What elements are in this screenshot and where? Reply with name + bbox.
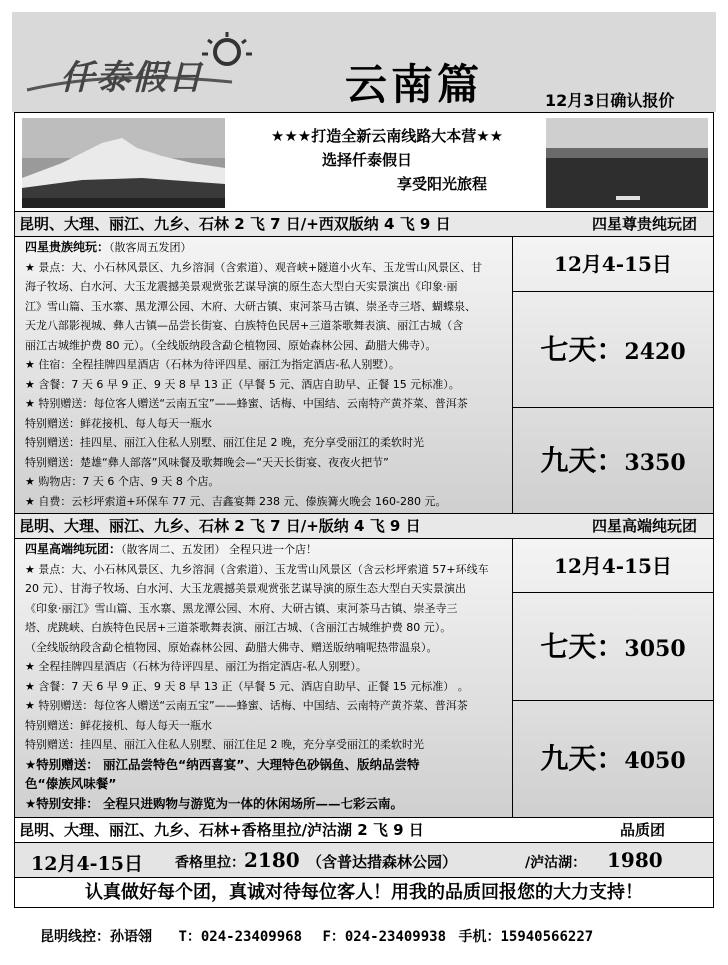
- itinerary-line: ★ 购物店：7 天 6 个店、9 天 8 个店。: [25, 475, 220, 488]
- price-7-day: [513, 292, 713, 408]
- price-9-day: [513, 701, 713, 817]
- special-gift: ★特别赠送： 丽江品尝特色“纳西喜宴”、大理特色砂锅鱼、版纳品尝特: [25, 756, 420, 772]
- tour-grade: 品质团: [619, 821, 665, 839]
- lake-photo: [546, 118, 708, 208]
- itinerary-line: 特别赠送：鲜花接机、每人每天一瓶水: [25, 718, 212, 732]
- contact-tel: T：024-23409968: [178, 929, 303, 945]
- price-value: 2180: [244, 848, 300, 872]
- contact-mobile: 手机：15940566227: [458, 929, 594, 945]
- price-value: 1980: [607, 848, 663, 872]
- section-subtitle: 四星贵族纯玩：: [25, 240, 110, 254]
- itinerary-line: ★ 含餐：7 天 6 早 9 正、9 天 8 早 13 正（早餐 5 元、酒店自助早、正餐 15 元标准） 。: [25, 679, 469, 693]
- departure-date: 12月4-15日: [513, 539, 713, 593]
- itinerary-line: 天龙八部影视城、彝人古镇—品尝长街宴、白族特色民居+三道茶歌舞表演、丽江古城（含: [25, 319, 464, 332]
- route-title: 昆明、大理、丽江、九乡、石林+香格里拉/泸沽湖 2 飞 9 日: [19, 821, 424, 839]
- itinerary-line: ★ 住宿：全程挂牌四星酒店（石林为待评四星、丽江为指定酒店-私人别墅）。: [25, 358, 400, 371]
- price-label: /泸沽湖：: [525, 855, 587, 871]
- price-label: 七天：: [540, 630, 625, 663]
- contact-fax: F：024-23409938: [322, 929, 447, 945]
- itinerary-line: ★ 特别赠送：每位客人赠送“云南五宝”——蜂蜜、话梅、中国结、云南特产黄芥菜、普洱茶: [25, 699, 468, 712]
- tour-grade: 四星高端纯玩团: [591, 517, 697, 535]
- itinerary-line: 江》雪山篇、玉水寨、黑龙潭公园、木府、大研古镇、束河茶马古镇、崇圣寺三塔、蝴蝶泉、: [25, 299, 476, 313]
- section-note: （散客周五发团）: [109, 241, 192, 254]
- departure-date: 12月4-15日: [31, 853, 143, 875]
- itinerary-line: 《印象·丽江》雪山篇、玉水寨、黑龙潭公园、木府、大研古镇、束河茶马古镇、崇圣寺三: [25, 601, 458, 615]
- itinerary-line: ★ 自费：云杉坪索道+环保车 77 元、吉鑫宴舞 238 元、傣族篝火晚会 160-280 元。: [25, 494, 447, 508]
- price-value: 3050: [624, 636, 686, 662]
- brand-logo-text: 仟泰假日: [60, 58, 204, 98]
- route-bar: [15, 817, 713, 843]
- itinerary-line: 海子牧场、白水河、大玉龙震撼美景观赏张艺谋导演的原生态大型白天实景演出《印象·丽: [25, 280, 458, 293]
- slogan-line: 享受阳光旅程: [396, 175, 487, 193]
- special-gift: 色“傣族风味餐”: [25, 776, 117, 791]
- itinerary-line: ★ 全程挂牌四星酒店（石林为待评四星、丽江为指定酒店-私人别墅）。: [25, 660, 367, 673]
- tour-grade: 四星尊贵纯玩团: [591, 215, 697, 233]
- banner-slogan: [228, 124, 546, 196]
- slogan-line: 选择仟泰假日: [321, 151, 412, 169]
- price-label: 七天：: [540, 333, 625, 366]
- itinerary-line: ★ 含餐：7 天 6 早 9 正、9 天 8 早 13 正（早餐 5 元、酒店自助早、正餐 15 元标准）。: [25, 377, 460, 391]
- itinerary-line: ★ 景点：大、小石林风景区、九乡溶洞（含索道）、观音峡+隧道小火车、玉龙雪山风景区、甘: [25, 260, 483, 274]
- page-title: 云南篇: [345, 60, 484, 109]
- route-title: 昆明、大理、丽江、九乡、石林 2 飞 7 日/+版纳 4 飞 9 日: [19, 517, 421, 535]
- itinerary-line: 丽江古城维护费 80 元）。（全线版纳段含勐仑植物园、原始森林公园、勐腊大佛寺）。: [25, 338, 437, 352]
- special-arrangement: ★特别安排： 全程只进购物与游览为一体的休闲场所——七彩云南。: [25, 795, 404, 811]
- company-motto: 认真做好每个团，真诚对待每位客人！用我的品质回报您的大力支持！: [15, 877, 713, 907]
- price-column: [512, 539, 713, 817]
- itinerary-line: ★ 景点：大、小石林风景区、九乡溶洞（含索道）、玉龙雪山风景区（含云杉坪索道 57+环线车: [25, 562, 489, 576]
- price-7-day: [513, 593, 713, 701]
- route-bar: [15, 211, 713, 237]
- route-bar: [15, 513, 713, 539]
- price-9-day: [513, 408, 713, 513]
- price-value: 4050: [624, 748, 686, 774]
- itinerary-lines: [25, 258, 512, 512]
- contact-person: 昆明线控：孙语翎: [40, 929, 152, 945]
- slogan-line: ★★★打造全新云南线路大本营★★: [270, 127, 504, 145]
- price-note: （含普达措森林公园）: [307, 853, 458, 871]
- itinerary-line: 塔、虎跳峡、白族特色民居+三道茶歌舞表演、丽江古城、（含丽江古城维护费 80 元）。: [25, 621, 452, 634]
- itinerary-lines: [25, 560, 512, 755]
- itinerary-line: 特别赠送：挂四星、丽江入住私人别墅、丽江住足 2 晚，充分享受丽江的柔软时光: [25, 436, 424, 449]
- itinerary-line: 20 元）、甘海子牧场、白水河、大玉龙震撼美景观赏张艺谋导演的原生态大型白天实景演出: [25, 582, 466, 595]
- price-column: [512, 237, 713, 513]
- contact-info: [40, 926, 593, 946]
- itinerary-line: 特别赠送：楚雄“彝人部落”风味餐及歌舞晚会—“天天长街宴、夜夜火把节”: [25, 455, 389, 469]
- itinerary-line: ★ 特别赠送：每位客人赠送“云南五宝”——蜂蜜、话梅、中国结、云南特产黄芥菜、普洱茶: [25, 397, 468, 410]
- section-subtitle: 四星高端纯玩团：: [25, 542, 122, 556]
- route3-prices: [15, 843, 713, 877]
- itinerary-section: [15, 540, 512, 813]
- price-label: 香格里拉：: [175, 855, 245, 871]
- departure-date: 12月4-15日: [513, 237, 713, 292]
- itinerary-line: 特别赠送：挂四星、丽江入住私人别墅、丽江住足 2 晚，充分享受丽江的柔软时光: [25, 738, 424, 751]
- itinerary-section: [15, 238, 512, 511]
- snow-mountain-photo: [22, 118, 225, 208]
- price-label: 九天：: [540, 444, 625, 477]
- itinerary-line: （全线版纳段含勐仑植物园、原始森林公园、勐腊大佛寺、赠送版纳喃呢热带温泉）。: [25, 640, 438, 654]
- price-label: 九天：: [540, 742, 625, 775]
- route-title: 昆明、大理、丽江、九乡、石林 2 飞 7 日/+西双版纳 4 飞 9 日: [19, 215, 451, 233]
- section-note: （散客周二、五发团） 全程只进一个店！: [121, 543, 318, 556]
- price-value: 3350: [624, 450, 686, 476]
- itinerary-line: 特别赠送：鲜花接机、每人每天一瓶水: [25, 416, 212, 430]
- quote-date: 12月3日确认报价: [545, 91, 675, 110]
- price-value: 2420: [624, 339, 686, 365]
